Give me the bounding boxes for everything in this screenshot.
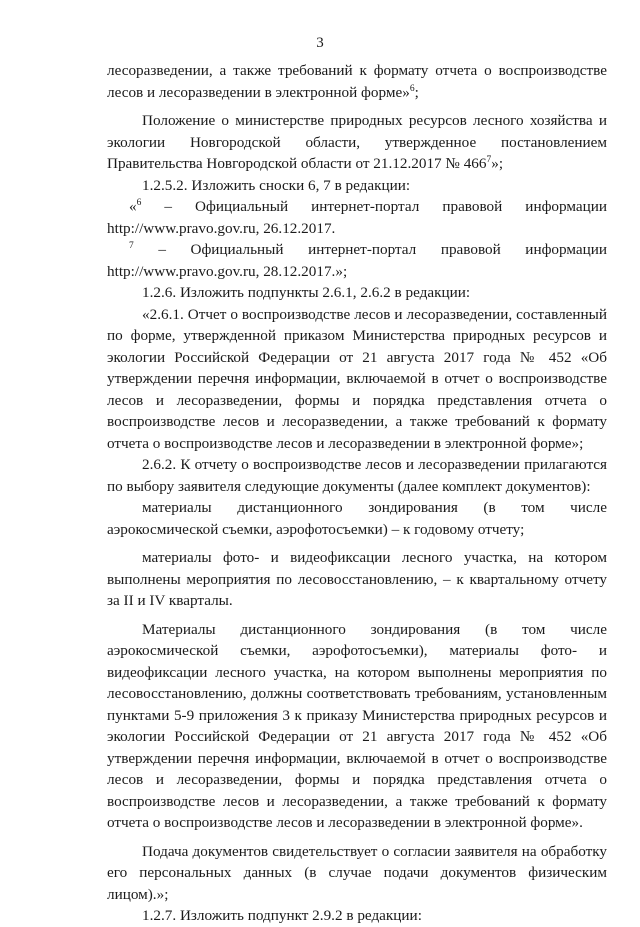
paragraph-text: материалы дистанционного зондирования (в том числе аэрокосмической съемки, аэрофотосъемки) – к годовому отчету; — [107, 499, 607, 538]
footnote-ref: 6 — [409, 83, 415, 94]
paragraph-tail: »; — [491, 155, 504, 172]
paragraph-text: 2.6.2. К отчету о воспроизводстве лесов и лесоразведении прилагаются по выбору заявителя следующие документы (далее комплект документов): — [107, 456, 607, 495]
paragraph-text: материалы фото- и видеофиксации лесного участка, на котором выполнены мероприятия по лесовосстановлению, – к квартальному отчету за II и IV кварталы. — [107, 549, 607, 609]
footnote-number: 6 — [136, 198, 142, 208]
paragraph-text: «2.6.1. Отчет о воспроизводстве лесов и лесоразведении, составленный по форме, утвержденной приказом Министерства природных ресурсов и экологии Российской Федерации от 21 августа 2017 года № 452 «Об утверждении перечня информации, включаемой в отчет о воспроизводстве лесов и лесоразведении, формы и порядка представления отчета о воспроизводстве лесов и лесоразведении, а также требований к формату отчета о воспроизводстве лесов и лесоразведении в электронной форме»; — [107, 305, 607, 452]
paragraph-remote-sensing — [107, 497, 607, 540]
paragraph-photo-video — [107, 547, 607, 612]
paragraph-text: 1.2.6. Изложить подпункты 2.6.1, 2.6.2 в редакции: — [142, 284, 471, 301]
footnote-text: – Официальный интернет-портал правовой информации http://www.pravo.gov.ru, 26.12.2017. — [107, 198, 607, 237]
page-number: 3 — [316, 35, 324, 51]
paragraph-consent — [107, 841, 607, 906]
paragraph-text: 1.2.5.2. Изложить сноски 6, 7 в редакции: — [142, 176, 411, 194]
footnote-number: 7 — [129, 241, 134, 251]
paragraph-1-2-6 — [107, 282, 607, 304]
paragraph-requirements — [107, 619, 607, 834]
paragraph-text: лесоразведении, а также требований к формату отчета о воспроизводстве лесов и лесоразведении в электронной форме» — [107, 62, 607, 101]
footnote-7 — [107, 239, 607, 282]
document-body — [107, 60, 607, 927]
paragraph-continuation — [107, 60, 607, 103]
paragraph-text: Положение о министерстве природных ресурсов лесного хозяйства и экологии Новгородской области, утвержденное постановлением Правительства Новгородской области от 21.12.2017 № 466 — [107, 112, 607, 172]
paragraph-text: 1.2.7. Изложить подпункт 2.9.2 в редакции: — [142, 907, 422, 924]
paragraph-text: Подача документов свидетельствует о согласии заявителя на обработку его персональных данных (в случае подачи документов физическим лицом).»; — [107, 842, 607, 903]
footnote-6 — [107, 196, 607, 239]
paragraph-2-6-2 — [107, 454, 607, 497]
quote-mark: « — [129, 198, 137, 215]
paragraph-1-2-7 — [107, 905, 607, 927]
footnote-ref: 7 — [486, 155, 492, 165]
footnote-text: – Официальный интернет-портал правовой информации http://www.pravo.gov.ru, 28.12.2017.»; — [107, 241, 607, 280]
paragraph-regulation — [107, 110, 607, 175]
paragraph-2-6-1 — [107, 304, 607, 455]
paragraph-1-2-5-2 — [107, 175, 607, 197]
paragraph-text: Материалы дистанционного зондирования (в том числе аэрокосмической съемки, аэрофотосъемки), материалы фото- и видеофиксации лесного участка, на котором выполнены мероприятия по лесовосстановлению, должны соответствовать требованиям, установленным пунктами 5-9 приложения 3 к приказу Министерства природных ресурсов и экологии Российской Федерации от 21 августа 2017 года № 452 «Об утверждении перечня информации, включаемой в отчет о воспроизводстве лесов и лесоразведении, формы и порядка представления отчета о воспроизводстве лесов и лесоразведении, а также требований к формату отчета о воспроизводстве лесов и лесоразведении в электронной форме». — [107, 620, 607, 831]
paragraph-tail: ; — [414, 83, 419, 101]
